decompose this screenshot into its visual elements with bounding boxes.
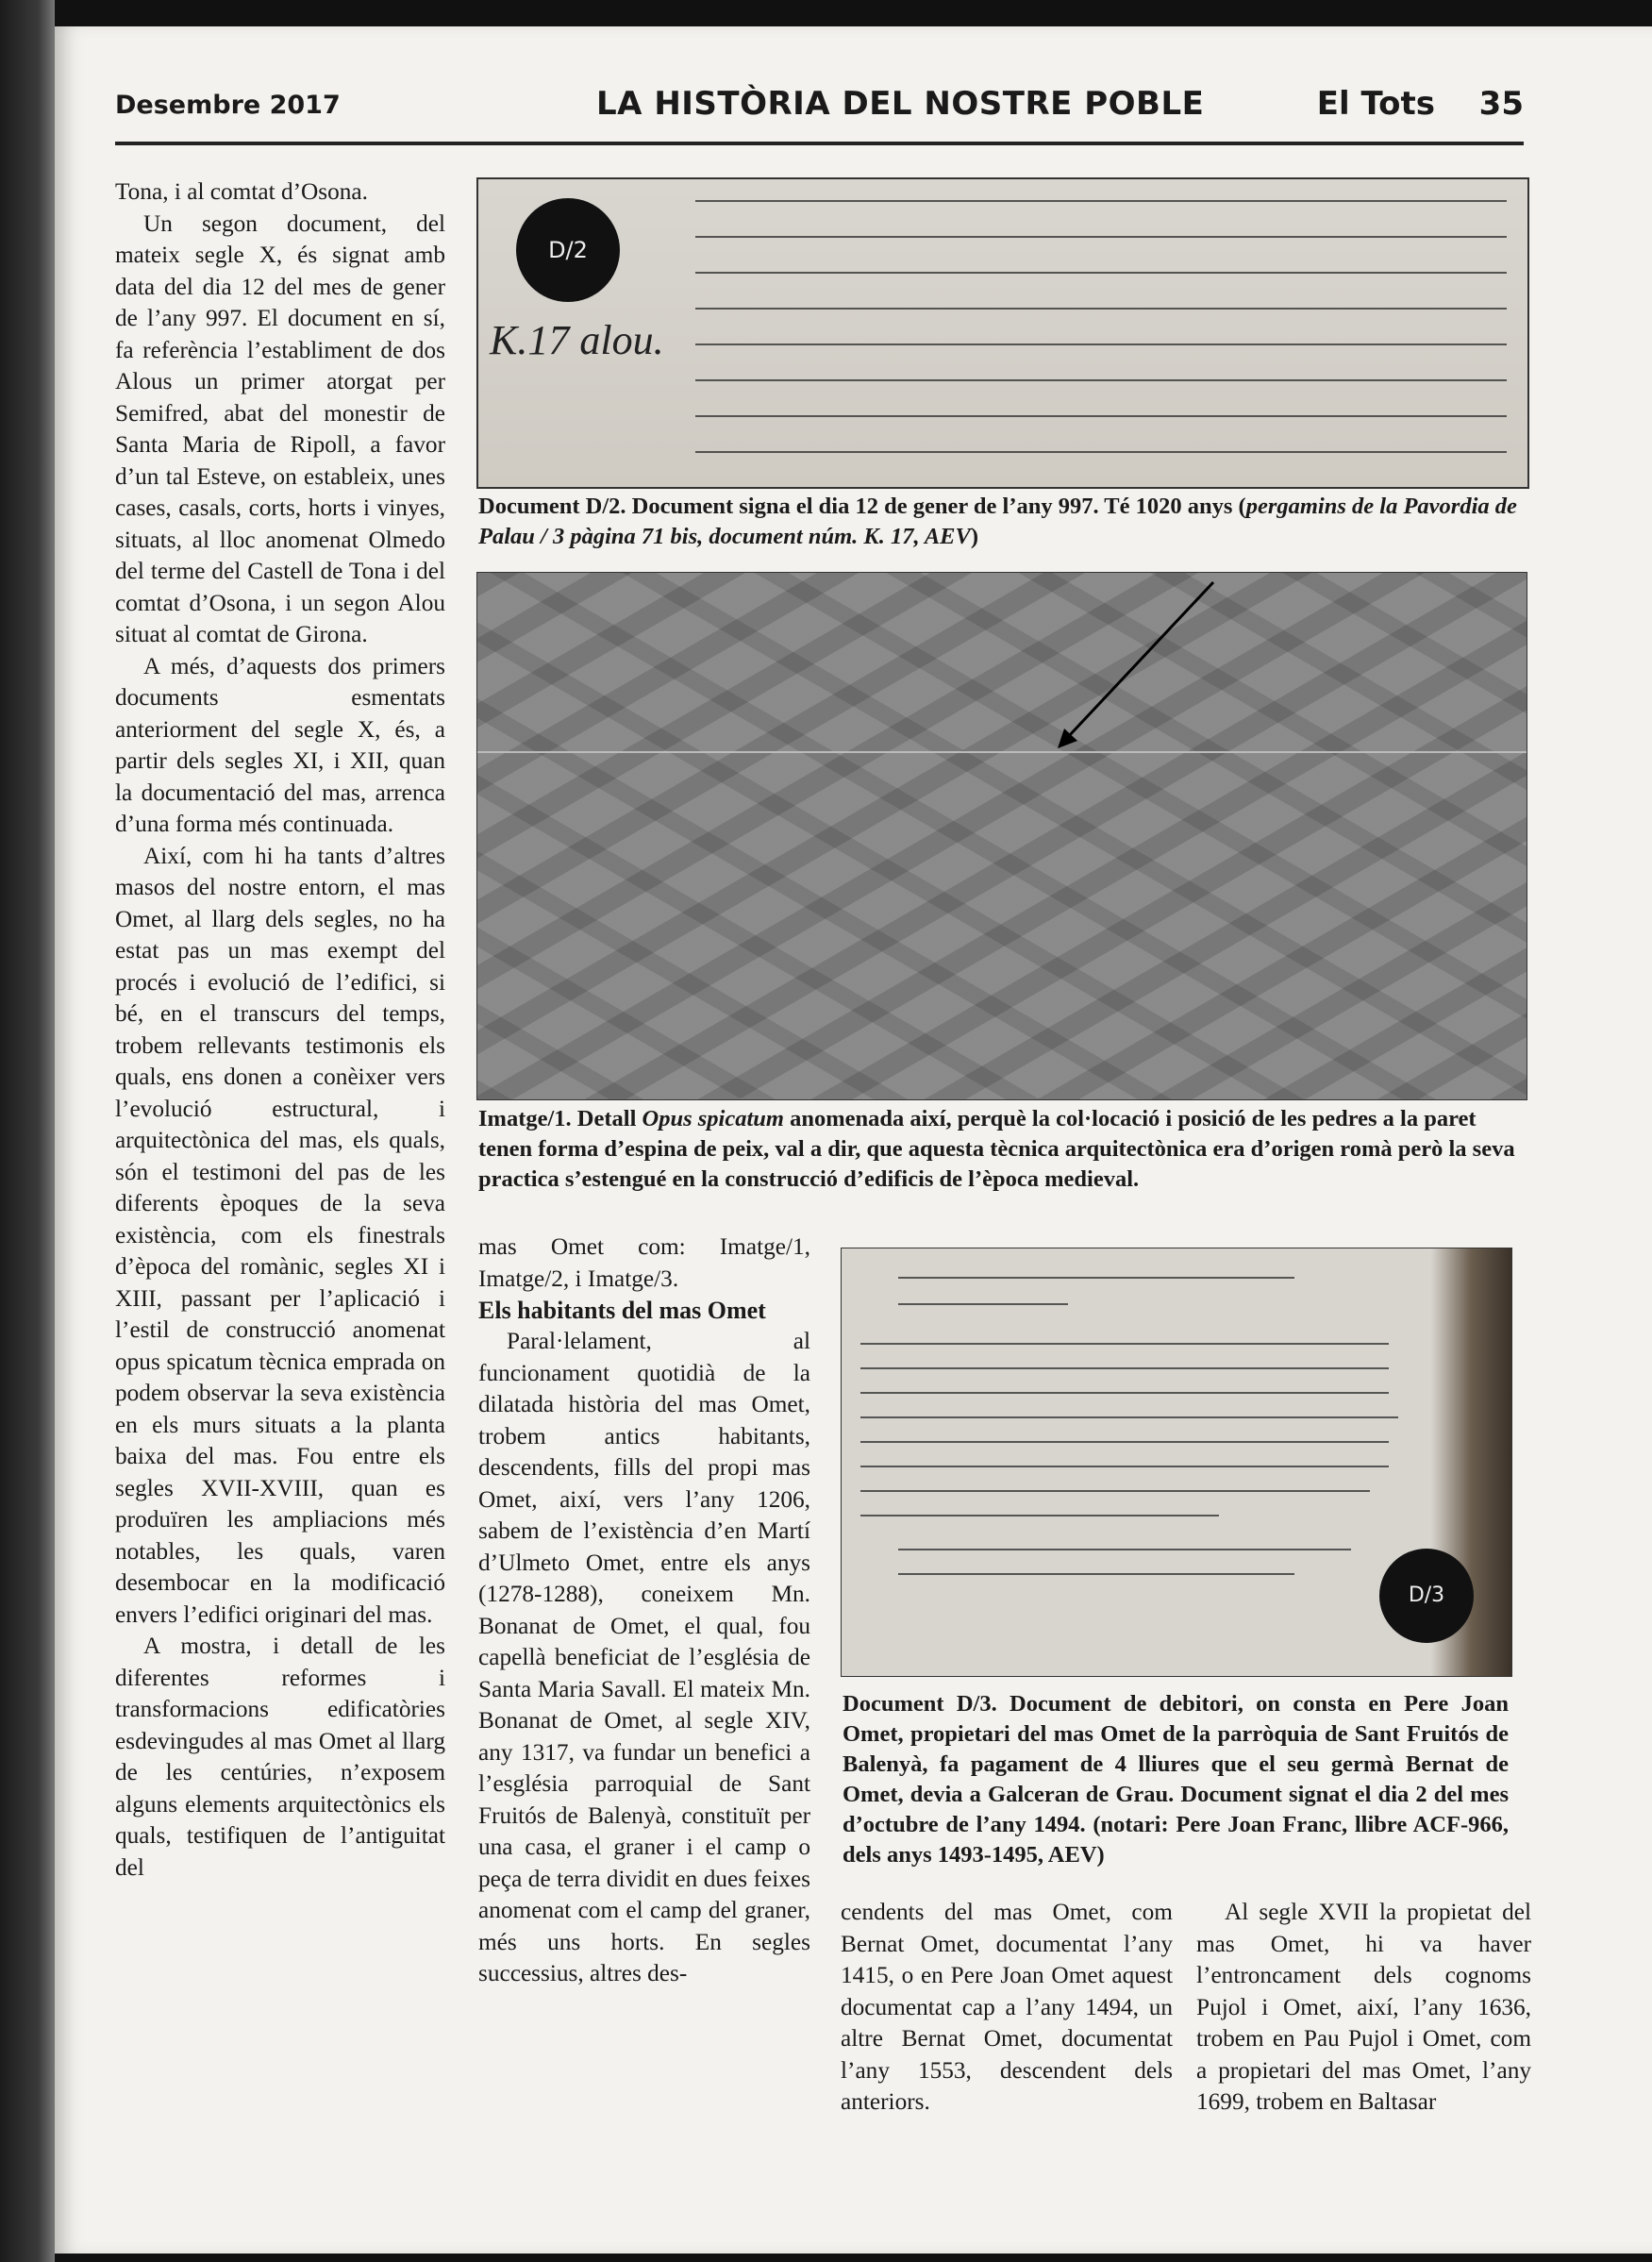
paragraph: A més, d’aquests dos primers documents esmentats anteriorment del segle X, és, a partir dels segles XI, i XII, quan la documentació del mas, arrenca d’una forma més continuada. bbox=[115, 652, 445, 837]
manuscript-line bbox=[860, 1367, 1389, 1369]
document-d2-image bbox=[476, 177, 1529, 489]
manuscript-line bbox=[695, 415, 1507, 417]
document-d3-image bbox=[841, 1248, 1512, 1677]
manuscript-line bbox=[898, 1573, 1294, 1575]
manuscript-line bbox=[695, 272, 1507, 274]
manuscript-line bbox=[695, 379, 1507, 381]
header-rule bbox=[115, 142, 1524, 145]
manuscript-line bbox=[860, 1392, 1389, 1394]
caption-document-d3: Document D/3. Document de debitori, on consta en Pere Joan Omet, propietari del mas Omet de la parròquia de Sant Fruitós de Balenyà, fa pagament de 4 lliures que el seu germà Bernat de Omet, devia a Galceran de Grau. Document signat el dia 2 del mes d’octubre de l’any 1494. (notari: Pere Joan Franc, llibre ACF-966, dels anys 1493-1495, AEV) bbox=[843, 1691, 1509, 1868]
document-badge-d3: D/3 bbox=[1379, 1549, 1474, 1643]
issue-date: Desembre 2017 bbox=[115, 91, 341, 120]
section-title: LA HISTÒRIA DEL NOSTRE POBLE bbox=[596, 85, 1205, 123]
paragraph: Així, com hi ha tants d’altres masos del nostre entorn, el mas Omet, al llarg dels segles, no ha estat pas un mas exempt del procés i evolució de l’edifici, si bé, en el transcurs del temps, trobem rellevants testimonis els quals, ens donen a conèixer vers l’evolució estructural, i arquitectònica del mas, els quals, són el testimoni del pas de les diferents èpoques de la seva existència, com els finestrals d’època del romànic, segles XI i XIII, passant per l’aplicació i l’estil de construcció anomenat opus spicatum tècnica emprada on podem observar la seva existència en els murs situats a la planta baixa del mas. Fou entre els segles XVII-XVIII, quan es produïren les ampliacions més notables, les quals, varen desembocar en la modificació envers l’edifici originari del mas. bbox=[115, 842, 445, 1628]
manuscript-line bbox=[695, 451, 1507, 453]
text-column-3 bbox=[841, 1897, 1173, 2119]
manuscript-line bbox=[695, 343, 1507, 345]
paragraph: Tona, i al comtat d’Osona. bbox=[115, 178, 368, 205]
manuscript-line bbox=[860, 1490, 1370, 1492]
paragraph: cendents del mas Omet, com Bernat Omet, documentat l’any 1415, o en Pere Joan Omet aquest documentat cap a l’any 1494, un altre Bernat Omet, documentat l’any 1553, descendent dels anteriors. bbox=[841, 1899, 1173, 2115]
text-column-1 bbox=[115, 176, 445, 1884]
manuscript-line bbox=[898, 1277, 1294, 1279]
page-header bbox=[115, 85, 1524, 123]
page-number: 35 bbox=[1478, 85, 1524, 123]
paragraph: Al segle XVII la propietat del mas Omet, hi va haver l’entroncament dels cognoms Pujol i Omet, així, l’any 1636, trobem en Pau Pujol i Omet, com a propietari del mas Omet, l’any 1699, trobem en Baltasar bbox=[1196, 1899, 1531, 2115]
opus-spicatum-photo bbox=[476, 572, 1527, 1100]
document-badge-d2: D/2 bbox=[516, 198, 620, 302]
manuscript-line bbox=[860, 1416, 1398, 1418]
manuscript-line bbox=[860, 1466, 1389, 1467]
paragraph: Paral·lelament, al funcionament quotidià de la dilatada història del mas Omet, trobem antics habitants, descendents, fills del propi mas Omet, així, vers l’any 1206, sabem de l’existència d’en Martí d’Ulmeto Omet, entre els anys (1278-1288), coneixem Mn. Bonanat de Omet, el qual, fou capellà beneficiat de l’església de Santa Maria Savall. El mateix Mn. Bonanat de Omet, al segle XIV, any 1317, va fundar un benefici a l’església parroquial de Sant Fruitós de Balenyà, constituït per una casa, el graner i el camp o peça de terra dividit en dues feixes anomenat com el camp del graner, més uns horts. En segles successius, altres des- bbox=[478, 1328, 810, 1986]
page-gutter bbox=[0, 0, 55, 2262]
text-column-4 bbox=[1196, 1897, 1531, 2119]
paragraph: A mostra, i detall de les diferentes reformes i transformacions edificatòries esdevingudes al mas Omet al llarg de les centúries, n’exposem alguns elements arquitectònics els quals, testifiquen de l’antiguitat del bbox=[115, 1633, 445, 1881]
section-heading: Els habitants del mas Omet bbox=[478, 1297, 766, 1324]
caption-image-1: Imatge/1. Detall Opus spicatum anomenada així, perquè la col·locació i posició de les pedres a la paret tenen forma d’espina de peix, val a dir, que aquesta tècnica arquitectònica era d’origen romà però la seva practica s’estengué en la construcció d’edificis de l’època medieval. bbox=[478, 1106, 1515, 1192]
manuscript-line bbox=[860, 1515, 1219, 1516]
manuscript-line bbox=[860, 1343, 1389, 1345]
manuscript-line bbox=[695, 200, 1507, 202]
manuscript-line bbox=[695, 308, 1507, 310]
text-column-2 bbox=[478, 1232, 810, 1990]
manuscript-line bbox=[695, 236, 1507, 238]
manuscript-line bbox=[898, 1303, 1068, 1305]
margin-note: K.17 alou. bbox=[490, 317, 664, 363]
arrow-icon bbox=[477, 573, 1527, 1099]
caption-document-d2: Document D/2. Document signa el dia 12 de gener de l’any 997. Té 1020 anys (pergamins de la Pavordia de Palau / 3 pàgina 71 bis, document núm. K. 17, AEV) bbox=[478, 494, 1517, 549]
manuscript-line bbox=[860, 1441, 1389, 1443]
paragraph: mas Omet com: Imatge/1, Imatge/2, i Imatge/3. bbox=[478, 1233, 810, 1292]
paragraph: Un segon document, del mateix segle X, és signat amb data del dia 12 del mes de gener de l’any 997. El document en sí, fa referència l’establiment de dos Alous un primer atorgat per Semifred, abat del monestir de Santa Maria de Ripoll, a favor d’un tal Esteve, on estableix, unes cases, casals, corts, horts i vinyes, situats, al lloc anomenat Olmedo del terme del Castell de Tona i del comtat d’Osona, i un segon Alou situat al comtat de Girona. bbox=[115, 209, 445, 647]
manuscript-line bbox=[898, 1549, 1351, 1550]
publication-name: El Tots bbox=[1316, 85, 1435, 123]
